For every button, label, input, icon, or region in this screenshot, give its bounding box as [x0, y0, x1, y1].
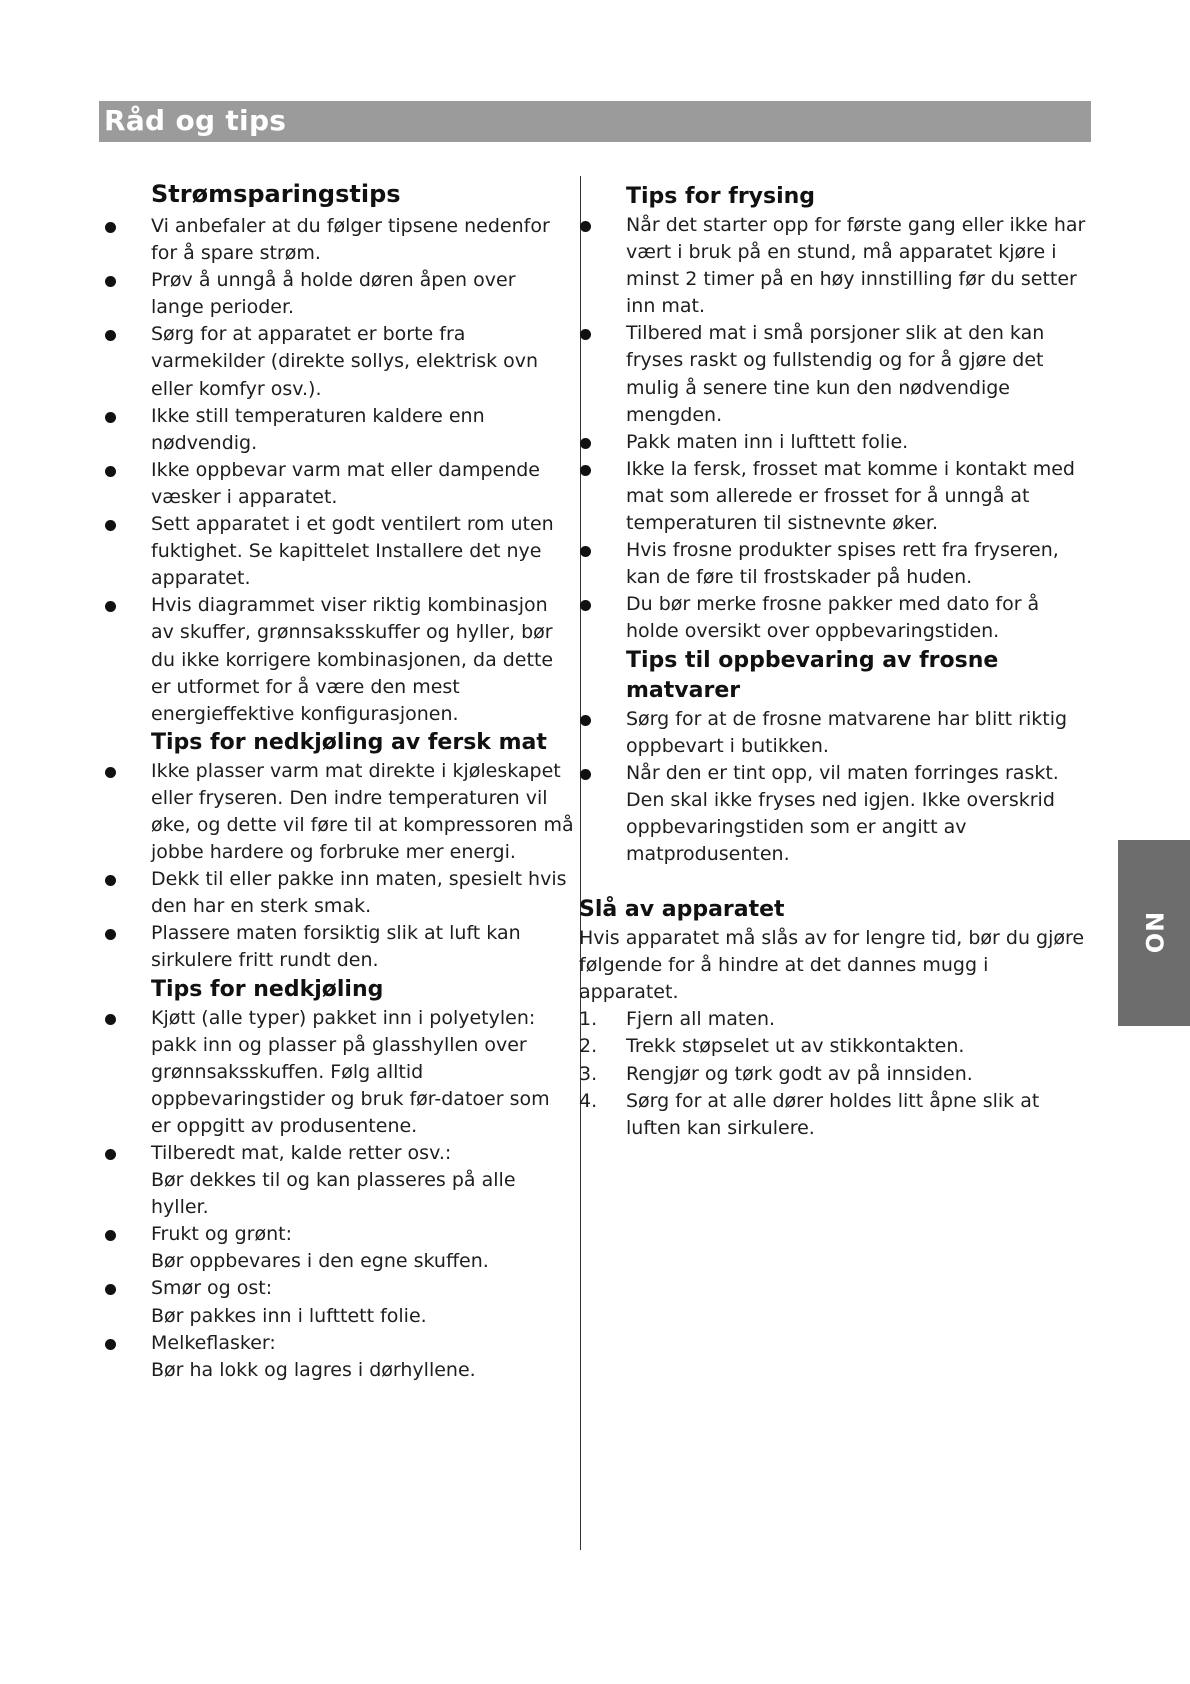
bullet-icon	[105, 929, 116, 940]
list-item: Kjøtt (alle typer) pakket inn i polyetylen: pakk inn og plasser på glasshyllen over grønnsaksskuffen. Følg alltid oppbevaringstider og bruk før-datoer som er oppgitt av produsentene.	[104, 1005, 574, 1140]
right-column	[579, 182, 1089, 1142]
list-item: Pakk maten inn i lufttett folie.	[579, 429, 1089, 456]
list-item: Sørg for at apparatet er borte fra varmekilder (direkte sollys, elektrisk ovn eller komfyr osv.).	[104, 321, 574, 402]
language-tab	[1118, 840, 1190, 1026]
list-item: Når det starter opp for første gang eller ikke har vært i bruk på en stund, må apparatet kjøre i minst 2 timer på en høy innstilling før du setter inn mat.	[579, 212, 1089, 320]
frozen-storage-list	[579, 706, 1089, 869]
bullet-icon	[580, 329, 591, 340]
bullet-icon	[105, 1284, 116, 1295]
bullet-icon	[580, 465, 591, 476]
bullet-icon	[105, 601, 116, 612]
language-tab-label: NO	[1140, 911, 1168, 955]
energy-saving-title: Strømsparingstips	[151, 180, 401, 208]
list-item: Smør og ost: Bør pakkes inn i lufttett folie.	[104, 1275, 574, 1329]
bullet-icon	[105, 767, 116, 778]
list-item: Ikke la fersk, frosset mat komme i kontakt med mat som allerede er frosset for å unngå at temperaturen til sistnevnte øker.	[579, 456, 1089, 537]
step-item: 4. Sørg for at alle dører holdes litt åpne slik at luften kan sirkulere.	[579, 1089, 1040, 1139]
list-item: Hvis frosne produkter spises rett fra fryseren, kan de føre til frostskader på huden.	[579, 537, 1089, 591]
list-item: Ikke plasser varm mat direkte i kjøleskapet eller fryseren. Den indre temperaturen vil øke, og dette vil føre til at kompressoren må jobbe hardere og forbruke mer energi.	[104, 758, 574, 866]
bullet-icon	[580, 600, 591, 611]
fresh-food-list	[104, 758, 574, 975]
bullet-icon	[580, 438, 591, 449]
bullet-icon	[105, 520, 116, 531]
cooling-title: Tips for nedkjøling	[151, 976, 384, 1002]
step-item: 3. Rengjør og tørk godt av på innsiden.	[579, 1062, 973, 1085]
list-item: Hvis diagrammet viser riktig kombinasjon av skuffer, grønnsaksskuffer og hyller, bør du ikke korrigere kombinasjonen, da dette er utformet for å være den mest energieffektive konfigurasjonen.	[104, 592, 574, 727]
bullet-icon	[105, 875, 116, 886]
freezing-list	[579, 212, 1089, 646]
bullet-icon	[105, 1014, 116, 1025]
page-title: Råd og tips	[104, 104, 287, 137]
step-item: 2. Trekk støpselet ut av stikkontakten.	[579, 1035, 965, 1058]
bullet-icon	[105, 1230, 116, 1241]
bullet-icon	[580, 546, 591, 557]
list-item: Sørg for at de frosne matvarene har blitt riktig oppbevart i butikken.	[579, 706, 1089, 760]
freezing-title: Tips for frysing	[626, 184, 816, 209]
bullet-icon	[580, 221, 591, 232]
switch-off-intro: Hvis apparatet må slås av for lengre tid, bør du gjøre følgende for å hindre at det dannes mugg i apparatet.	[579, 927, 1085, 1004]
list-item: Melkeflasker: Bør ha lokk og lagres i dørhyllene.	[104, 1330, 574, 1384]
list-item: Sett apparatet i et godt ventilert rom uten fuktighet. Se kapittelet Installere det nye apparatet.	[104, 511, 574, 592]
list-item: Prøv å unngå å holde døren åpen over lange perioder.	[104, 267, 574, 321]
list-item: Ikke still temperaturen kaldere enn nødvendig.	[104, 403, 574, 457]
list-item: Tilbered mat i små porsjoner slik at den kan fryses raskt og fullstendig og for å gjøre det mulig å senere tine kun den nødvendige mengden.	[579, 320, 1089, 428]
frozen-storage-title: Tips til oppbevaring av frosne matvarer	[626, 647, 999, 703]
list-item: Ikke oppbevar varm mat eller dampende væsker i apparatet.	[104, 457, 574, 511]
list-item: Frukt og grønt: Bør oppbevares i den egne skuffen.	[104, 1221, 574, 1275]
bullet-icon	[105, 466, 116, 477]
fresh-food-title: Tips for nedkjøling av fersk mat	[151, 729, 547, 755]
cooling-list	[104, 1005, 574, 1384]
bullet-icon	[105, 1339, 116, 1350]
bullet-icon	[105, 222, 116, 233]
list-item: Dekk til eller pakke inn maten, spesielt hvis den har en sterk smak.	[104, 866, 574, 920]
bullet-icon	[105, 276, 116, 287]
switch-off-steps	[579, 1006, 1089, 1141]
list-item: Plassere maten forsiktig slik at luft kan sirkulere fritt rundt den.	[104, 920, 574, 974]
list-item: Tilberedt mat, kalde retter osv.: Bør dekkes til og kan plasseres på alle hyller.	[104, 1140, 574, 1221]
energy-saving-list	[104, 213, 574, 728]
list-item: Når den er tint opp, vil maten forringes raskt. Den skal ikke fryses ned igjen. Ikke overskrid oppbevaringstiden som er angitt av matprodusenten.	[579, 760, 1089, 868]
step-item: 1. Fjern all maten.	[579, 1008, 776, 1031]
list-item: Du bør merke frosne pakker med dato for å holde oversikt over oppbevaringstiden.	[579, 591, 1089, 645]
bullet-icon	[105, 412, 116, 423]
switch-off-title: Slå av apparatet	[579, 897, 785, 923]
bullet-icon	[105, 1149, 116, 1160]
bullet-icon	[105, 330, 116, 341]
bullet-icon	[580, 769, 591, 780]
bullet-icon	[580, 715, 591, 726]
list-item: Vi anbefaler at du følger tipsene nedenfor for å spare strøm.	[104, 213, 574, 267]
left-column	[104, 178, 574, 1384]
